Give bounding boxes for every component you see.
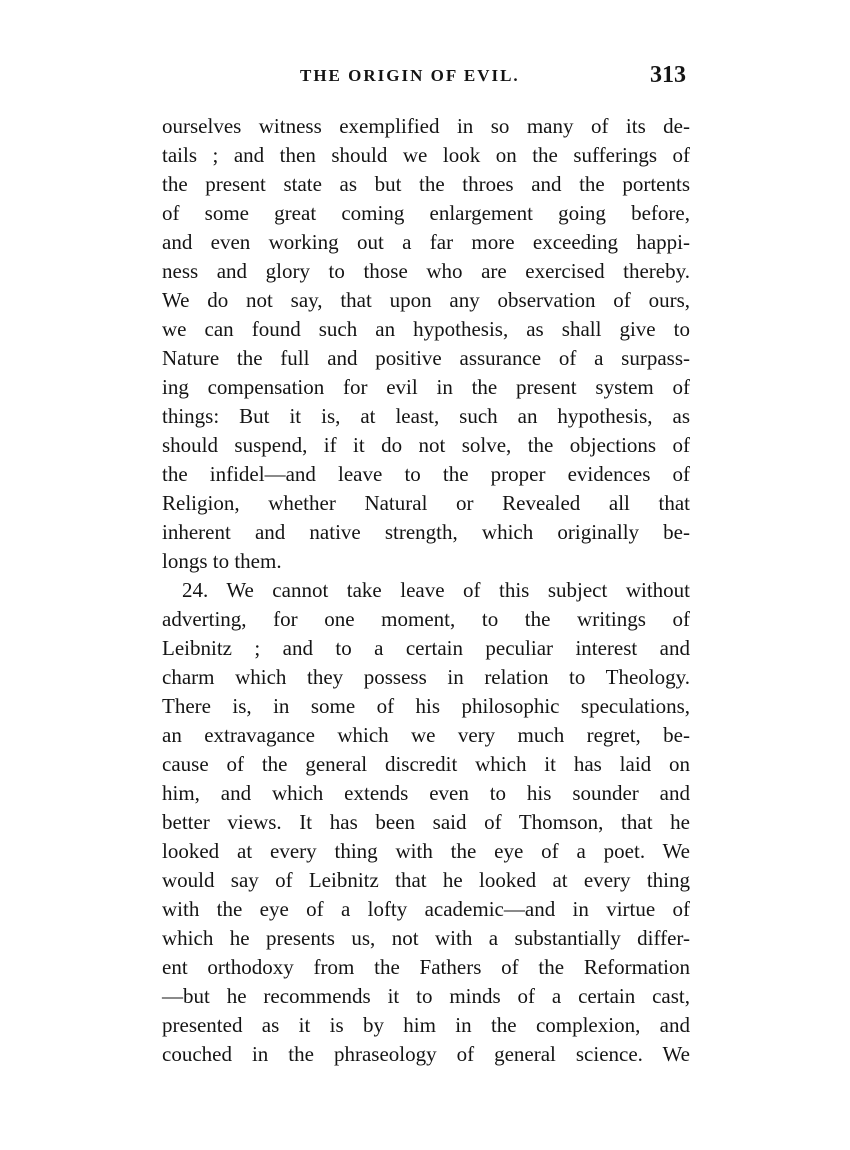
running-title: THE ORIGIN OF EVIL. (300, 66, 520, 85)
page-header (160, 62, 690, 96)
text-line: cause of the general discredit which it has laid on (162, 752, 690, 776)
text-line: couched in the phraseology of general science. We (162, 1042, 690, 1066)
text-line: inherent and native strength, which originally be- (162, 520, 690, 544)
text-line: with the eye of a lofty academic—and in virtue of (162, 897, 690, 921)
text-line: ing compensation for evil in the present system of (162, 375, 690, 399)
text-line: There is, in some of his philosophic speculations, (162, 694, 690, 718)
text-line: the infidel—and leave to the proper evidences of (162, 462, 690, 486)
text-line: adverting, for one moment, to the writings of (162, 607, 690, 631)
text-line: better views. It has been said of Thomson, that he (162, 810, 690, 834)
text-line: ent orthodoxy from the Fathers of the Reformation (162, 955, 690, 979)
text-line: looked at every thing with the eye of a poet. We (162, 839, 690, 863)
text-line: and even working out a far more exceeding happi- (162, 230, 690, 254)
text-line: things: But it is, at least, such an hypothesis, as (162, 404, 690, 428)
text-line: Nature the full and positive assurance of a surpass- (162, 346, 690, 370)
page-number: 313 (650, 62, 686, 88)
text-line: ourselves witness exemplified in so many of its de- (162, 114, 690, 138)
paragraph-last-line: longs to them. (162, 549, 282, 573)
text-line: tails ; and then should we look on the sufferings of (162, 143, 690, 167)
paragraph-24-start: 24. We cannot take leave of this subject without (182, 578, 690, 602)
text-line: ness and glory to those who are exercised thereby. (162, 259, 690, 283)
text-line: Religion, whether Natural or Revealed all that (162, 491, 690, 515)
text-line: Leibnitz ; and to a certain peculiar interest and (162, 636, 690, 660)
text-line: the present state as but the throes and the portents (162, 172, 690, 196)
text-line: of some great coming enlargement going before, (162, 201, 690, 225)
text-line: would say of Leibnitz that he looked at every thing (162, 868, 690, 892)
text-line: him, and which extends even to his sounder and (162, 781, 690, 805)
text-line: charm which they possess in relation to Theology. (162, 665, 690, 689)
body-text (162, 112, 690, 1069)
text-line: We do not say, that upon any observation of ours, (162, 288, 690, 312)
text-line: should suspend, if it do not solve, the objections of (162, 433, 690, 457)
text-line: an extravagance which we very much regret, be- (162, 723, 690, 747)
text-line: we can found such an hypothesis, as shall give to (162, 317, 690, 341)
text-line: —but he recommends it to minds of a certain cast, (162, 984, 690, 1008)
text-line: presented as it is by him in the complexion, and (162, 1013, 690, 1037)
text-line: which he presents us, not with a substantially differ- (162, 926, 690, 950)
